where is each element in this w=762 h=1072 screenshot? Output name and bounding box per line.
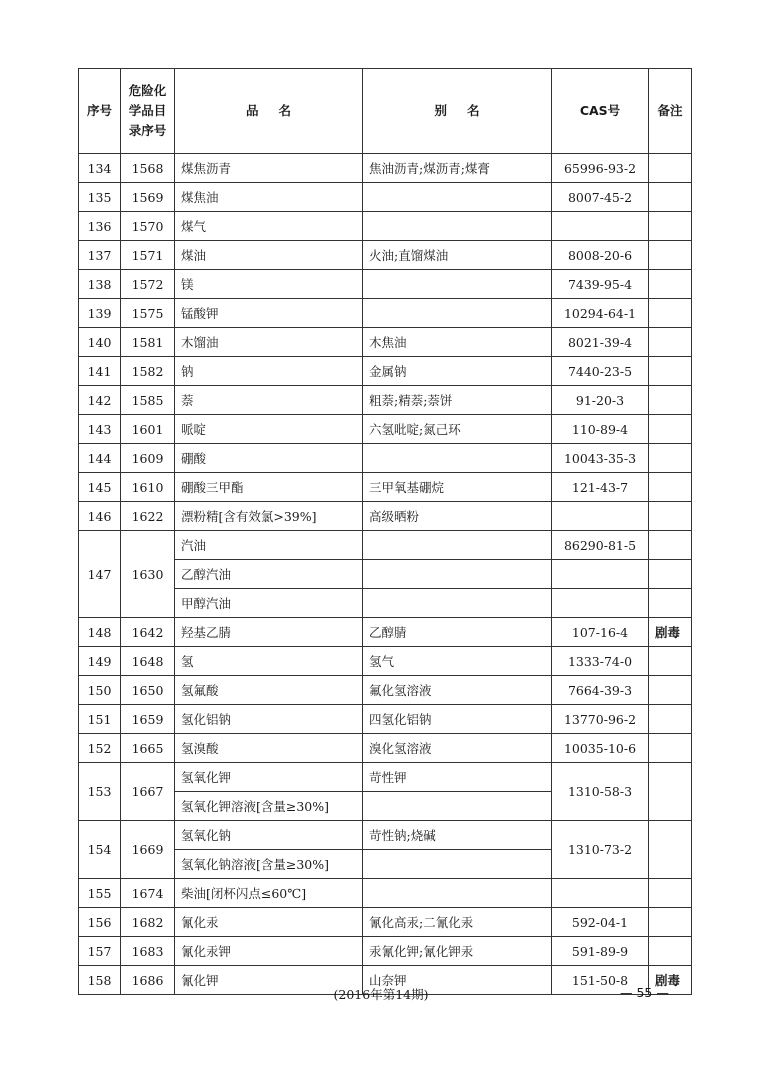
table-row — [79, 821, 692, 850]
row-alias: 苛性钾 — [363, 763, 552, 792]
row-catalog-no: 1648 — [121, 647, 175, 676]
row-alias: 溴化氢溶液 — [363, 734, 552, 763]
table-row — [79, 618, 692, 647]
table-row — [79, 270, 692, 299]
row-cas: 1310-73-2 — [552, 821, 649, 879]
row-name: 镁 — [175, 270, 363, 299]
row-note — [649, 386, 692, 415]
table-row — [79, 328, 692, 357]
row-cas: 592-04-1 — [552, 908, 649, 937]
row-cas: 8007-45-2 — [552, 183, 649, 212]
row-cas: 151-50-8 — [552, 966, 649, 995]
table-row — [79, 647, 692, 676]
row-catalog-no: 1581 — [121, 328, 175, 357]
row-cas: 86290-81-5 — [552, 531, 649, 560]
row-note — [649, 473, 692, 502]
header-catalog-line3: 录序号 — [128, 123, 167, 138]
row-alias: 木焦油 — [363, 328, 552, 357]
row-catalog-no: 1571 — [121, 241, 175, 270]
row-no: 143 — [79, 415, 121, 444]
row-catalog-no: 1674 — [121, 879, 175, 908]
table-row — [79, 502, 692, 531]
row-alias — [363, 444, 552, 473]
row-no: 153 — [79, 763, 121, 821]
row-alias — [363, 879, 552, 908]
row-alias — [363, 850, 552, 879]
row-name: 煤油 — [175, 241, 363, 270]
row-name: 煤焦油 — [175, 183, 363, 212]
row-name: 氢氧化钾 — [175, 763, 363, 792]
row-name: 氢氧化钠 — [175, 821, 363, 850]
row-catalog-no: 1622 — [121, 502, 175, 531]
table-row — [79, 676, 692, 705]
row-name: 锰酸钾 — [175, 299, 363, 328]
row-cas: 7664-39-3 — [552, 676, 649, 705]
table-row — [79, 734, 692, 763]
row-name: 氰化钾 — [175, 966, 363, 995]
row-note — [649, 241, 692, 270]
row-catalog-no: 1568 — [121, 154, 175, 183]
row-cas: 591-89-9 — [552, 937, 649, 966]
row-name: 硼酸 — [175, 444, 363, 473]
row-name: 漂粉精[含有效氯>39%] — [175, 502, 363, 531]
table-row — [79, 299, 692, 328]
row-alias: 火油;直馏煤油 — [363, 241, 552, 270]
row-alias: 山奈钾 — [363, 966, 552, 995]
row-note — [649, 531, 692, 560]
row-no: 156 — [79, 908, 121, 937]
header-note: 备注 — [649, 69, 692, 154]
row-note — [649, 908, 692, 937]
row-no: 146 — [79, 502, 121, 531]
row-note — [649, 357, 692, 386]
row-name: 羟基乙腈 — [175, 618, 363, 647]
row-no: 137 — [79, 241, 121, 270]
row-note — [649, 705, 692, 734]
row-note — [649, 676, 692, 705]
row-note — [649, 328, 692, 357]
row-no: 140 — [79, 328, 121, 357]
row-alias: 氢气 — [363, 647, 552, 676]
row-catalog-no: 1686 — [121, 966, 175, 995]
row-note — [649, 879, 692, 908]
row-alias: 苛性钠;烧碱 — [363, 821, 552, 850]
row-name: 木馏油 — [175, 328, 363, 357]
row-cas: 10043-35-3 — [552, 444, 649, 473]
row-no: 134 — [79, 154, 121, 183]
row-catalog-no: 1630 — [121, 531, 175, 618]
row-note — [649, 183, 692, 212]
row-alias — [363, 270, 552, 299]
table-row — [79, 879, 692, 908]
row-note: 剧毒 — [649, 618, 692, 647]
row-catalog-no: 1610 — [121, 473, 175, 502]
row-note — [649, 299, 692, 328]
row-catalog-no: 1569 — [121, 183, 175, 212]
row-cas — [552, 560, 649, 589]
row-catalog-no: 1570 — [121, 212, 175, 241]
row-alias — [363, 792, 552, 821]
table-header-row — [79, 69, 692, 154]
row-no: 136 — [79, 212, 121, 241]
row-cas: 8008-20-6 — [552, 241, 649, 270]
row-no: 142 — [79, 386, 121, 415]
row-cas: 10035-10-6 — [552, 734, 649, 763]
row-no: 158 — [79, 966, 121, 995]
row-name: 硼酸三甲酯 — [175, 473, 363, 502]
row-note — [649, 415, 692, 444]
row-name: 柴油[闭杯闪点≤60℃] — [175, 879, 363, 908]
row-catalog-no: 1601 — [121, 415, 175, 444]
row-alias: 氟化氢溶液 — [363, 676, 552, 705]
row-catalog-no: 1667 — [121, 763, 175, 821]
row-alias: 汞氰化钾;氰化钾汞 — [363, 937, 552, 966]
table-body — [79, 154, 692, 995]
row-cas: 7440-23-5 — [552, 357, 649, 386]
row-no: 141 — [79, 357, 121, 386]
row-name: 汽油 — [175, 531, 363, 560]
table-row — [79, 386, 692, 415]
row-alias — [363, 531, 552, 560]
row-cas: 65996-93-2 — [552, 154, 649, 183]
row-note — [649, 734, 692, 763]
row-cas: 107-16-4 — [552, 618, 649, 647]
row-cas — [552, 212, 649, 241]
table-row — [79, 473, 692, 502]
row-note — [649, 212, 692, 241]
row-note — [649, 647, 692, 676]
row-alias: 焦油沥青;煤沥青;煤膏 — [363, 154, 552, 183]
row-no: 157 — [79, 937, 121, 966]
row-name: 甲醇汽油 — [175, 589, 363, 618]
row-name: 氢 — [175, 647, 363, 676]
row-no: 151 — [79, 705, 121, 734]
issue-label: (2016年第14期) — [333, 987, 429, 1002]
row-note: 剧毒 — [649, 966, 692, 995]
table-row — [79, 937, 692, 966]
row-alias — [363, 299, 552, 328]
row-catalog-no: 1659 — [121, 705, 175, 734]
row-name: 氰化汞钾 — [175, 937, 363, 966]
row-name: 煤焦沥青 — [175, 154, 363, 183]
row-cas: 7439-95-4 — [552, 270, 649, 299]
row-catalog-no: 1575 — [121, 299, 175, 328]
row-name: 氢氧化钠溶液[含量≥30%] — [175, 850, 363, 879]
row-no: 139 — [79, 299, 121, 328]
row-catalog-no: 1582 — [121, 357, 175, 386]
table-row — [79, 154, 692, 183]
row-name: 哌啶 — [175, 415, 363, 444]
row-note — [649, 270, 692, 299]
row-catalog-no: 1665 — [121, 734, 175, 763]
row-alias: 四氢化铝钠 — [363, 705, 552, 734]
row-no: 147 — [79, 531, 121, 618]
page-number: — 55 — — [620, 985, 669, 1000]
table-row — [79, 241, 692, 270]
header-cas: CAS号 — [552, 69, 649, 154]
row-no: 148 — [79, 618, 121, 647]
table-row — [79, 908, 692, 937]
row-alias: 粗萘;精萘;萘饼 — [363, 386, 552, 415]
row-no: 138 — [79, 270, 121, 299]
row-no: 155 — [79, 879, 121, 908]
table-row — [79, 357, 692, 386]
row-name: 氢氟酸 — [175, 676, 363, 705]
row-name: 乙醇汽油 — [175, 560, 363, 589]
row-no: 144 — [79, 444, 121, 473]
row-name: 氢溴酸 — [175, 734, 363, 763]
row-name: 煤气 — [175, 212, 363, 241]
header-catalog-line1: 危险化 — [128, 83, 167, 98]
row-note — [649, 937, 692, 966]
chemicals-table — [78, 68, 692, 995]
row-catalog-no: 1585 — [121, 386, 175, 415]
row-cas: 1310-58-3 — [552, 763, 649, 821]
row-note — [649, 763, 692, 821]
row-cas: 91-20-3 — [552, 386, 649, 415]
row-name: 氢化铝钠 — [175, 705, 363, 734]
row-name: 萘 — [175, 386, 363, 415]
header-catalog-line2: 学品目 — [128, 103, 167, 118]
row-cas: 8021-39-4 — [552, 328, 649, 357]
row-note — [649, 502, 692, 531]
row-cas — [552, 502, 649, 531]
row-name: 钠 — [175, 357, 363, 386]
row-catalog-no: 1683 — [121, 937, 175, 966]
row-name: 氢氧化钾溶液[含量≥30%] — [175, 792, 363, 821]
row-note — [649, 821, 692, 879]
row-cas: 10294-64-1 — [552, 299, 649, 328]
row-alias — [363, 183, 552, 212]
row-no: 149 — [79, 647, 121, 676]
table-row — [79, 531, 692, 560]
row-catalog-no: 1572 — [121, 270, 175, 299]
row-catalog-no: 1642 — [121, 618, 175, 647]
row-cas: 110-89-4 — [552, 415, 649, 444]
table-row — [79, 444, 692, 473]
row-no: 150 — [79, 676, 121, 705]
row-alias — [363, 560, 552, 589]
row-alias: 三甲氧基硼烷 — [363, 473, 552, 502]
row-alias — [363, 589, 552, 618]
row-name: 氰化汞 — [175, 908, 363, 937]
row-alias: 六氢吡啶;氮己环 — [363, 415, 552, 444]
row-alias: 氰化高汞;二氰化汞 — [363, 908, 552, 937]
row-catalog-no: 1682 — [121, 908, 175, 937]
row-note — [649, 589, 692, 618]
row-note — [649, 444, 692, 473]
header-no: 序号 — [79, 69, 121, 154]
header-alias: 别名 — [363, 69, 552, 154]
row-catalog-no: 1609 — [121, 444, 175, 473]
header-name: 品名 — [175, 69, 363, 154]
row-catalog-no: 1650 — [121, 676, 175, 705]
table-row — [79, 763, 692, 792]
row-catalog-no: 1669 — [121, 821, 175, 879]
table-row — [79, 705, 692, 734]
row-no: 145 — [79, 473, 121, 502]
row-no: 135 — [79, 183, 121, 212]
row-no: 152 — [79, 734, 121, 763]
row-alias — [363, 212, 552, 241]
row-note — [649, 154, 692, 183]
row-cas: 1333-74-0 — [552, 647, 649, 676]
row-cas — [552, 589, 649, 618]
table-row — [79, 212, 692, 241]
row-alias: 高级晒粉 — [363, 502, 552, 531]
table-row — [79, 183, 692, 212]
row-alias: 金属钠 — [363, 357, 552, 386]
row-cas: 13770-96-2 — [552, 705, 649, 734]
row-cas: 121-43-7 — [552, 473, 649, 502]
table-row — [79, 415, 692, 444]
row-cas — [552, 879, 649, 908]
row-alias: 乙醇腈 — [363, 618, 552, 647]
header-catalog-no — [121, 69, 175, 154]
row-no: 154 — [79, 821, 121, 879]
row-note — [649, 560, 692, 589]
